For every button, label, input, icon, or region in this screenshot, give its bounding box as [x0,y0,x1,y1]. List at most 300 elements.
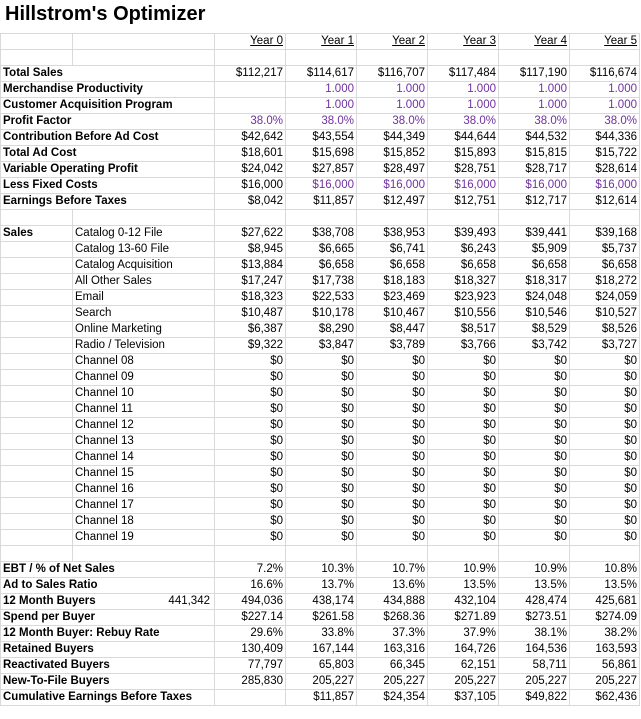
channel-label[interactable]: Catalog Acquisition [73,258,215,274]
value-cell[interactable]: $28,497 [357,162,428,178]
value-cell[interactable]: $116,674 [570,66,640,82]
value-cell[interactable]: 432,104 [428,594,499,610]
value-cell[interactable]: $44,349 [357,130,428,146]
value-cell[interactable]: $271.89 [428,610,499,626]
value-cell[interactable]: $42,642 [215,130,286,146]
empty-cell[interactable] [1,450,73,466]
row-label[interactable]: Less Fixed Costs [1,178,215,194]
channel-label[interactable]: Email [73,290,215,306]
empty-cell[interactable] [1,210,73,226]
value-cell[interactable]: $12,497 [357,194,428,210]
value-cell[interactable]: $10,546 [499,306,570,322]
value-cell[interactable]: $16,000 [428,178,499,194]
value-cell[interactable]: $0 [428,434,499,450]
value-cell[interactable]: $112,217 [215,66,286,82]
value-cell[interactable]: $6,658 [357,258,428,274]
empty-cell[interactable] [1,482,73,498]
value-cell[interactable]: $3,766 [428,338,499,354]
value-cell[interactable]: $8,517 [428,322,499,338]
year-header[interactable]: Year 0 [215,34,286,50]
value-cell[interactable]: $0 [428,450,499,466]
value-cell[interactable]: 205,227 [428,674,499,690]
value-cell[interactable]: $0 [499,514,570,530]
value-cell[interactable]: $261.58 [286,610,357,626]
value-cell[interactable]: $0 [357,386,428,402]
empty-cell[interactable] [428,546,499,562]
value-cell[interactable]: $16,000 [570,178,640,194]
value-cell[interactable]: $0 [428,370,499,386]
value-cell[interactable]: $274.09 [570,610,640,626]
row-label[interactable]: Customer Acquisition Program [1,98,215,114]
value-cell[interactable]: $10,487 [215,306,286,322]
value-cell[interactable]: $24,354 [357,690,428,706]
row-label[interactable]: Spend per Buyer [1,610,215,626]
value-cell[interactable]: $27,622 [215,226,286,242]
empty-cell[interactable] [1,514,73,530]
value-cell[interactable]: $22,533 [286,290,357,306]
row-label[interactable]: Earnings Before Taxes [1,194,215,210]
value-cell[interactable]: $3,847 [286,338,357,354]
value-cell[interactable]: 130,409 [215,642,286,658]
empty-cell[interactable] [1,546,73,562]
value-cell[interactable]: $0 [286,450,357,466]
empty-cell[interactable] [428,50,499,66]
channel-label[interactable]: Channel 16 [73,482,215,498]
value-cell[interactable]: $268.36 [357,610,428,626]
value-cell[interactable]: $23,923 [428,290,499,306]
value-cell[interactable]: $0 [499,530,570,546]
value-cell[interactable]: 1.000 [428,98,499,114]
value-cell[interactable]: $117,484 [428,66,499,82]
empty-cell[interactable] [286,546,357,562]
empty-cell[interactable] [1,434,73,450]
value-cell[interactable]: $0 [570,434,640,450]
value-cell[interactable]: $8,945 [215,242,286,258]
row-label[interactable]: Profit Factor [1,114,215,130]
value-cell[interactable]: $0 [570,402,640,418]
value-cell[interactable]: $0 [215,354,286,370]
empty-cell[interactable] [73,34,215,50]
value-cell[interactable]: $17,247 [215,274,286,290]
value-cell[interactable]: 1.000 [499,82,570,98]
value-cell[interactable]: $0 [499,498,570,514]
empty-cell[interactable] [428,210,499,226]
channel-label[interactable]: Channel 19 [73,530,215,546]
value-cell[interactable]: $10,527 [570,306,640,322]
value-cell[interactable]: 10.3% [286,562,357,578]
value-cell[interactable]: 37.3% [357,626,428,642]
value-cell[interactable]: $0 [570,386,640,402]
row-label[interactable]: Ad to Sales Ratio [1,578,215,594]
empty-cell[interactable] [1,50,73,66]
sales-label[interactable]: Sales [1,226,73,242]
value-cell[interactable]: $0 [215,450,286,466]
value-cell[interactable]: $0 [286,498,357,514]
value-cell[interactable]: $5,909 [499,242,570,258]
value-cell[interactable]: $0 [428,386,499,402]
value-cell[interactable]: $0 [499,386,570,402]
value-cell[interactable]: 205,227 [286,674,357,690]
value-cell[interactable]: 65,803 [286,658,357,674]
value-cell[interactable]: 56,861 [570,658,640,674]
empty-cell[interactable] [73,210,215,226]
value-cell[interactable]: $0 [570,418,640,434]
value-cell[interactable]: $18,601 [215,146,286,162]
value-cell[interactable]: $44,336 [570,130,640,146]
value-cell[interactable]: $6,387 [215,322,286,338]
value-cell[interactable]: 38.0% [570,114,640,130]
row-label[interactable]: 12 Month Buyer: Rebuy Rate [1,626,215,642]
value-cell[interactable]: $0 [286,466,357,482]
value-cell[interactable]: 434,888 [357,594,428,610]
value-cell[interactable]: $8,529 [499,322,570,338]
empty-cell[interactable] [1,402,73,418]
value-cell[interactable]: 66,345 [357,658,428,674]
value-cell[interactable]: 10.9% [499,562,570,578]
value-cell[interactable]: $6,658 [428,258,499,274]
channel-label[interactable]: All Other Sales [73,274,215,290]
value-cell[interactable]: 37.9% [428,626,499,642]
value-cell[interactable]: $16,000 [286,178,357,194]
value-cell[interactable]: $0 [357,418,428,434]
value-cell[interactable]: 1.000 [499,98,570,114]
value-cell[interactable]: $38,953 [357,226,428,242]
empty-cell[interactable] [1,530,73,546]
value-cell[interactable]: $0 [215,498,286,514]
value-cell[interactable]: $23,469 [357,290,428,306]
value-cell[interactable]: $11,857 [286,194,357,210]
value-cell[interactable]: 164,726 [428,642,499,658]
value-cell[interactable]: $0 [428,418,499,434]
value-cell[interactable]: $44,644 [428,130,499,146]
channel-label[interactable]: Channel 13 [73,434,215,450]
value-cell[interactable]: $0 [357,530,428,546]
value-cell[interactable]: 163,316 [357,642,428,658]
value-cell[interactable]: $18,323 [215,290,286,306]
empty-cell[interactable] [357,210,428,226]
value-cell[interactable]: $0 [570,354,640,370]
value-cell[interactable]: 205,227 [499,674,570,690]
value-cell[interactable]: $0 [357,514,428,530]
value-cell[interactable]: 205,227 [570,674,640,690]
value-cell[interactable]: $0 [428,402,499,418]
value-cell[interactable]: $12,717 [499,194,570,210]
value-cell[interactable]: $27,857 [286,162,357,178]
row-label[interactable]: EBT / % of Net Sales [1,562,215,578]
empty-cell[interactable] [499,210,570,226]
value-cell[interactable]: $0 [499,482,570,498]
value-cell[interactable]: $6,665 [286,242,357,258]
value-cell[interactable]: 13.5% [570,578,640,594]
value-cell[interactable]: $12,614 [570,194,640,210]
value-cell[interactable]: 13.7% [286,578,357,594]
value-cell[interactable]: $0 [357,466,428,482]
row-label[interactable]: Contribution Before Ad Cost [1,130,215,146]
value-cell[interactable]: 1.000 [357,82,428,98]
value-cell[interactable]: $15,893 [428,146,499,162]
value-cell[interactable]: $0 [215,402,286,418]
empty-cell[interactable] [1,322,73,338]
value-cell[interactable]: $39,441 [499,226,570,242]
value-cell[interactable] [215,82,286,98]
value-cell[interactable]: $15,698 [286,146,357,162]
value-cell[interactable]: $0 [357,482,428,498]
value-cell[interactable]: $0 [357,450,428,466]
value-cell[interactable]: $0 [357,498,428,514]
empty-cell[interactable] [1,306,73,322]
year-header[interactable]: Year 5 [570,34,640,50]
value-cell[interactable]: $18,317 [499,274,570,290]
value-cell[interactable]: 38.2% [570,626,640,642]
value-cell[interactable]: $0 [570,482,640,498]
value-cell[interactable]: $62,436 [570,690,640,706]
channel-label[interactable]: Channel 17 [73,498,215,514]
channel-label[interactable]: Radio / Television [73,338,215,354]
value-cell[interactable]: $0 [570,370,640,386]
empty-cell[interactable] [73,546,215,562]
value-cell[interactable]: $18,183 [357,274,428,290]
empty-cell[interactable] [215,546,286,562]
value-cell[interactable]: 38.0% [357,114,428,130]
value-cell[interactable]: 77,797 [215,658,286,674]
value-cell[interactable]: 38.0% [428,114,499,130]
value-cell[interactable]: 1.000 [286,98,357,114]
year-header[interactable]: Year 3 [428,34,499,50]
value-cell[interactable]: $0 [286,354,357,370]
empty-cell[interactable] [1,370,73,386]
value-cell[interactable]: $15,852 [357,146,428,162]
value-cell[interactable]: $0 [215,482,286,498]
empty-cell[interactable] [1,274,73,290]
empty-cell[interactable] [1,418,73,434]
value-cell[interactable]: $0 [286,434,357,450]
value-cell[interactable]: $16,000 [499,178,570,194]
value-cell[interactable]: $28,751 [428,162,499,178]
value-cell[interactable]: 58,711 [499,658,570,674]
value-cell[interactable]: 205,227 [357,674,428,690]
value-cell[interactable]: $15,815 [499,146,570,162]
value-cell[interactable]: 13.5% [499,578,570,594]
value-cell[interactable] [215,690,286,706]
value-cell[interactable]: $0 [499,370,570,386]
value-cell[interactable]: $13,884 [215,258,286,274]
value-cell[interactable]: $0 [499,466,570,482]
value-cell[interactable]: $17,738 [286,274,357,290]
value-cell[interactable]: $0 [428,514,499,530]
value-cell[interactable]: $15,722 [570,146,640,162]
year-header[interactable]: Year 1 [286,34,357,50]
value-cell[interactable]: $0 [215,530,286,546]
value-cell[interactable]: $0 [286,402,357,418]
channel-label[interactable]: Channel 09 [73,370,215,386]
empty-cell[interactable] [499,546,570,562]
value-cell[interactable]: $10,467 [357,306,428,322]
year-header[interactable]: Year 2 [357,34,428,50]
value-cell[interactable]: 164,536 [499,642,570,658]
value-cell[interactable]: $114,617 [286,66,357,82]
value-cell[interactable]: $16,000 [215,178,286,194]
channel-label[interactable]: Channel 10 [73,386,215,402]
value-cell[interactable]: $0 [428,530,499,546]
empty-cell[interactable] [1,498,73,514]
value-cell[interactable]: 13.6% [357,578,428,594]
value-cell[interactable]: $0 [286,386,357,402]
row-label[interactable]: Cumulative Earnings Before Taxes [1,690,215,706]
value-cell[interactable]: $8,526 [570,322,640,338]
value-cell[interactable]: $0 [570,514,640,530]
value-cell[interactable]: $6,243 [428,242,499,258]
value-cell[interactable]: 29.6% [215,626,286,642]
row-label[interactable] [1,594,215,610]
value-cell[interactable]: $24,048 [499,290,570,306]
empty-cell[interactable] [1,386,73,402]
value-cell[interactable]: $0 [215,434,286,450]
value-cell[interactable]: $0 [428,498,499,514]
empty-cell[interactable] [1,338,73,354]
value-cell[interactable]: $43,554 [286,130,357,146]
value-cell[interactable]: $9,322 [215,338,286,354]
value-cell[interactable]: $49,822 [499,690,570,706]
value-cell[interactable]: $5,737 [570,242,640,258]
value-cell[interactable]: $0 [215,418,286,434]
value-cell[interactable]: $227.14 [215,610,286,626]
value-cell[interactable]: 167,144 [286,642,357,658]
channel-label[interactable]: Channel 14 [73,450,215,466]
value-cell[interactable]: 425,681 [570,594,640,610]
empty-cell[interactable] [73,50,215,66]
value-cell[interactable]: 7.2% [215,562,286,578]
value-cell[interactable]: $0 [570,498,640,514]
channel-label[interactable]: Channel 18 [73,514,215,530]
value-cell[interactable]: $8,042 [215,194,286,210]
value-cell[interactable]: $0 [357,402,428,418]
value-cell[interactable]: $0 [499,450,570,466]
value-cell[interactable]: $6,658 [286,258,357,274]
channel-label[interactable]: Online Marketing [73,322,215,338]
value-cell[interactable]: $273.51 [499,610,570,626]
value-cell[interactable]: 38.0% [215,114,286,130]
value-cell[interactable]: $10,178 [286,306,357,322]
value-cell[interactable]: $0 [286,370,357,386]
empty-cell[interactable] [1,242,73,258]
value-cell[interactable]: $0 [286,482,357,498]
value-cell[interactable]: $38,708 [286,226,357,242]
value-cell[interactable]: $0 [428,354,499,370]
empty-cell[interactable] [1,34,73,50]
value-cell[interactable]: $0 [570,450,640,466]
value-cell[interactable]: $0 [215,370,286,386]
empty-cell[interactable] [357,50,428,66]
value-cell[interactable]: $10,556 [428,306,499,322]
value-cell[interactable]: $44,532 [499,130,570,146]
row-label[interactable]: Total Sales [1,66,215,82]
row-label[interactable]: Total Ad Cost [1,146,215,162]
value-cell[interactable]: $3,789 [357,338,428,354]
value-cell[interactable]: $0 [570,466,640,482]
value-cell[interactable]: $116,707 [357,66,428,82]
empty-cell[interactable] [570,210,640,226]
value-cell[interactable]: $3,727 [570,338,640,354]
empty-cell[interactable] [1,258,73,274]
value-cell[interactable]: $39,168 [570,226,640,242]
value-cell[interactable]: $0 [499,402,570,418]
value-cell[interactable]: $0 [499,434,570,450]
channel-label[interactable]: Channel 15 [73,466,215,482]
value-cell[interactable]: $11,857 [286,690,357,706]
value-cell[interactable]: $0 [215,514,286,530]
value-cell[interactable]: 10.7% [357,562,428,578]
value-cell[interactable]: $0 [428,466,499,482]
channel-label[interactable]: Channel 11 [73,402,215,418]
value-cell[interactable]: 1.000 [286,82,357,98]
value-cell[interactable]: $8,290 [286,322,357,338]
value-cell[interactable]: $0 [286,514,357,530]
empty-cell[interactable] [286,210,357,226]
value-cell[interactable]: $117,190 [499,66,570,82]
value-cell[interactable]: $0 [499,418,570,434]
value-cell[interactable]: $12,751 [428,194,499,210]
empty-cell[interactable] [1,354,73,370]
value-cell[interactable]: $28,614 [570,162,640,178]
value-cell[interactable]: 10.8% [570,562,640,578]
empty-cell[interactable] [215,210,286,226]
value-cell[interactable]: 285,830 [215,674,286,690]
value-cell[interactable]: $0 [215,466,286,482]
value-cell[interactable]: 38.0% [499,114,570,130]
value-cell[interactable]: 1.000 [428,82,499,98]
value-cell[interactable]: 16.6% [215,578,286,594]
empty-cell[interactable] [1,290,73,306]
value-cell[interactable]: 62,151 [428,658,499,674]
value-cell[interactable]: 438,174 [286,594,357,610]
value-cell[interactable]: 38.0% [286,114,357,130]
value-cell[interactable]: $0 [499,354,570,370]
value-cell[interactable]: $0 [357,370,428,386]
value-cell[interactable]: $0 [286,418,357,434]
channel-label[interactable]: Channel 12 [73,418,215,434]
value-cell[interactable] [215,98,286,114]
value-cell[interactable]: $6,741 [357,242,428,258]
row-label[interactable]: Variable Operating Profit [1,162,215,178]
row-label[interactable]: New-To-File Buyers [1,674,215,690]
value-cell[interactable]: $0 [428,482,499,498]
value-cell[interactable]: $24,042 [215,162,286,178]
empty-cell[interactable] [286,50,357,66]
value-cell[interactable]: $3,742 [499,338,570,354]
value-cell[interactable]: $0 [215,386,286,402]
row-label[interactable]: Reactivated Buyers [1,658,215,674]
year-header[interactable]: Year 4 [499,34,570,50]
value-cell[interactable]: $0 [357,354,428,370]
value-cell[interactable]: 38.1% [499,626,570,642]
value-cell[interactable]: $16,000 [357,178,428,194]
value-cell[interactable]: 428,474 [499,594,570,610]
value-cell[interactable]: 1.000 [570,98,640,114]
value-cell[interactable]: $0 [357,434,428,450]
row-label[interactable]: Retained Buyers [1,642,215,658]
value-cell[interactable]: 10.9% [428,562,499,578]
empty-cell[interactable] [357,546,428,562]
value-cell[interactable]: $18,272 [570,274,640,290]
channel-label[interactable]: Search [73,306,215,322]
value-cell[interactable]: 33.8% [286,626,357,642]
empty-cell[interactable] [499,50,570,66]
row-label[interactable]: Merchandise Productivity [1,82,215,98]
value-cell[interactable]: 494,036 [215,594,286,610]
value-cell[interactable]: 1.000 [570,82,640,98]
value-cell[interactable]: $0 [570,530,640,546]
value-cell[interactable]: 1.000 [357,98,428,114]
